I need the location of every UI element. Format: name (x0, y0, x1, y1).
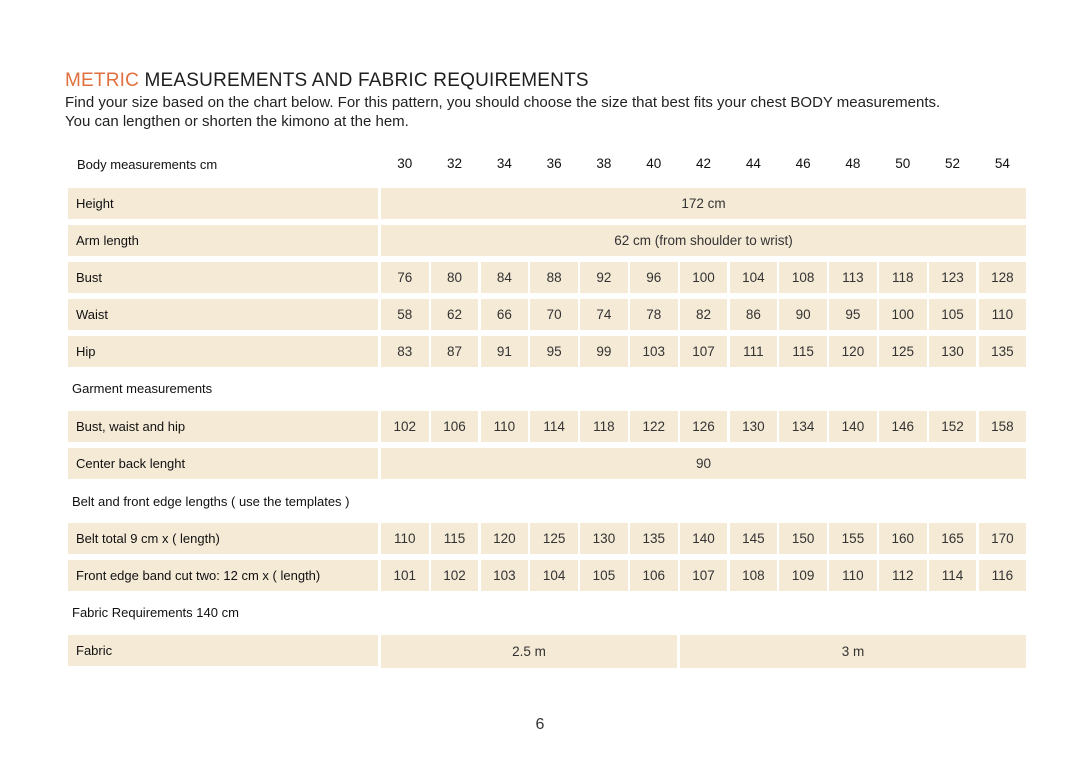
hip-cell: 87 (431, 336, 479, 367)
arm-length-value: 62 cm (from shoulder to wrist) (381, 225, 1026, 256)
size-header: 48 (845, 156, 861, 171)
bust-waist-hip-cell: 106 (431, 411, 479, 442)
bust-waist-hip-cell: 118 (580, 411, 628, 442)
front-edge-cell: 105 (580, 560, 628, 591)
front-edge-cell: 101 (381, 560, 429, 591)
belt-cell: 145 (730, 523, 778, 554)
bust-cell: 80 (431, 262, 479, 293)
size-header: 54 (994, 156, 1010, 171)
row-label-center-back: Center back lenght (68, 448, 378, 479)
bust-waist-hip-cell: 122 (630, 411, 678, 442)
row-label-hip: Hip (68, 336, 378, 367)
header-label: Body measurements cm (77, 156, 218, 172)
waist-cell: 95 (829, 299, 877, 330)
waist-cell: 58 (381, 299, 429, 330)
belt-cell: 115 (431, 523, 479, 554)
waist-cell: 105 (929, 299, 977, 330)
hip-cell: 91 (481, 336, 529, 367)
bust-waist-hip-cell: 114 (530, 411, 578, 442)
hip-cell: 111 (730, 336, 778, 367)
waist-cell: 100 (879, 299, 927, 330)
front-edge-cell: 108 (730, 560, 778, 591)
size-header: 50 (895, 156, 911, 171)
size-header: 46 (795, 156, 811, 171)
belt-cell: 130 (580, 523, 628, 554)
hip-cell: 135 (979, 336, 1027, 367)
bust-waist-hip-cell: 158 (979, 411, 1027, 442)
height-value: 172 cm (381, 188, 1026, 219)
bust-waist-hip-cell: 152 (929, 411, 977, 442)
title-rest: MEASUREMENTS AND FABRIC REQUIREMENTS (139, 70, 589, 91)
section-garment-heading: Garment measurements (72, 380, 213, 396)
waist-cell: 78 (630, 299, 678, 330)
belt-cell: 165 (929, 523, 977, 554)
bust-cell: 88 (530, 262, 578, 293)
hip-cell: 95 (530, 336, 578, 367)
row-label-front-edge: Front edge band cut two: 12 cm x ( length) (68, 560, 378, 591)
front-edge-cell: 110 (829, 560, 877, 591)
bust-cell: 108 (779, 262, 827, 293)
belt-cell: 125 (530, 523, 578, 554)
size-header: 36 (546, 156, 562, 171)
size-header: 30 (397, 156, 413, 171)
waist-cell: 82 (680, 299, 728, 330)
waist-cell: 110 (979, 299, 1027, 330)
bust-cell: 123 (929, 262, 977, 293)
waist-cell: 74 (580, 299, 628, 330)
hip-cell: 83 (381, 336, 429, 367)
belt-cell: 155 (829, 523, 877, 554)
waist-cell: 70 (530, 299, 578, 330)
front-edge-cell: 112 (879, 560, 927, 591)
center-back-value: 90 (381, 448, 1026, 479)
hip-cell: 125 (879, 336, 927, 367)
intro-line-2: You can lengthen or shorten the kimono at the hem. (65, 113, 409, 130)
belt-cell: 150 (779, 523, 827, 554)
hip-cell: 103 (630, 336, 678, 367)
bust-cell: 100 (680, 262, 728, 293)
page-number: 6 (535, 716, 545, 733)
size-header: 38 (596, 156, 612, 171)
waist-cell: 62 (431, 299, 479, 330)
size-header: 52 (945, 156, 961, 171)
bust-waist-hip-cell: 134 (779, 411, 827, 442)
hip-cell: 120 (829, 336, 877, 367)
size-header: 44 (745, 156, 761, 171)
size-header: 40 (646, 156, 662, 171)
row-label-belt: Belt total 9 cm x ( length) (68, 523, 378, 554)
size-header: 34 (496, 156, 512, 171)
section-fabric-heading: Fabric Requirements 140 cm (72, 604, 239, 620)
belt-cell: 110 (381, 523, 429, 554)
intro-line-1: Find your size based on the chart below. For this pattern, you should choose the size that best fits your chest BODY measurements. (65, 94, 941, 111)
belt-cell: 135 (630, 523, 678, 554)
fabric-value-small-sizes: 2.5 m (381, 635, 677, 668)
front-edge-cell: 116 (979, 560, 1027, 591)
row-label-bust: Bust (68, 262, 378, 293)
front-edge-cell: 106 (630, 560, 678, 591)
waist-cell: 90 (779, 299, 827, 330)
front-edge-cell: 102 (431, 560, 479, 591)
front-edge-cell: 107 (680, 560, 728, 591)
bust-cell: 92 (580, 262, 628, 293)
size-header: 32 (447, 156, 463, 171)
row-label-bust-waist-hip: Bust, waist and hip (68, 411, 378, 442)
bust-waist-hip-cell: 146 (879, 411, 927, 442)
front-edge-cell: 104 (530, 560, 578, 591)
section-belt-heading: Belt and front edge lengths ( use the templates ) (72, 493, 350, 509)
waist-cell: 66 (481, 299, 529, 330)
front-edge-cell: 103 (481, 560, 529, 591)
hip-cell: 107 (680, 336, 728, 367)
bust-cell: 96 (630, 262, 678, 293)
bust-waist-hip-cell: 102 (381, 411, 429, 442)
bust-cell: 84 (481, 262, 529, 293)
bust-cell: 118 (879, 262, 927, 293)
hip-cell: 99 (580, 336, 628, 367)
row-label-arm-length: Arm length (68, 225, 378, 256)
bust-cell: 76 (381, 262, 429, 293)
front-edge-cell: 114 (929, 560, 977, 591)
bust-waist-hip-cell: 130 (730, 411, 778, 442)
title-accent: METRIC (65, 70, 140, 91)
front-edge-cell: 109 (779, 560, 827, 591)
row-label-waist: Waist (68, 299, 378, 330)
fabric-value-large-sizes: 3 m (680, 635, 1026, 668)
bust-waist-hip-cell: 126 (680, 411, 728, 442)
belt-cell: 140 (680, 523, 728, 554)
size-header: 42 (696, 156, 712, 171)
hip-cell: 130 (929, 336, 977, 367)
hip-cell: 115 (779, 336, 827, 367)
belt-cell: 170 (979, 523, 1027, 554)
waist-cell: 86 (730, 299, 778, 330)
bust-cell: 113 (829, 262, 877, 293)
belt-cell: 160 (879, 523, 927, 554)
bust-waist-hip-cell: 110 (481, 411, 529, 442)
belt-cell: 120 (481, 523, 529, 554)
row-label-height: Height (68, 188, 378, 219)
row-label-fabric: Fabric (68, 635, 378, 666)
bust-waist-hip-cell: 140 (829, 411, 877, 442)
bust-cell: 128 (979, 262, 1027, 293)
bust-cell: 104 (730, 262, 778, 293)
